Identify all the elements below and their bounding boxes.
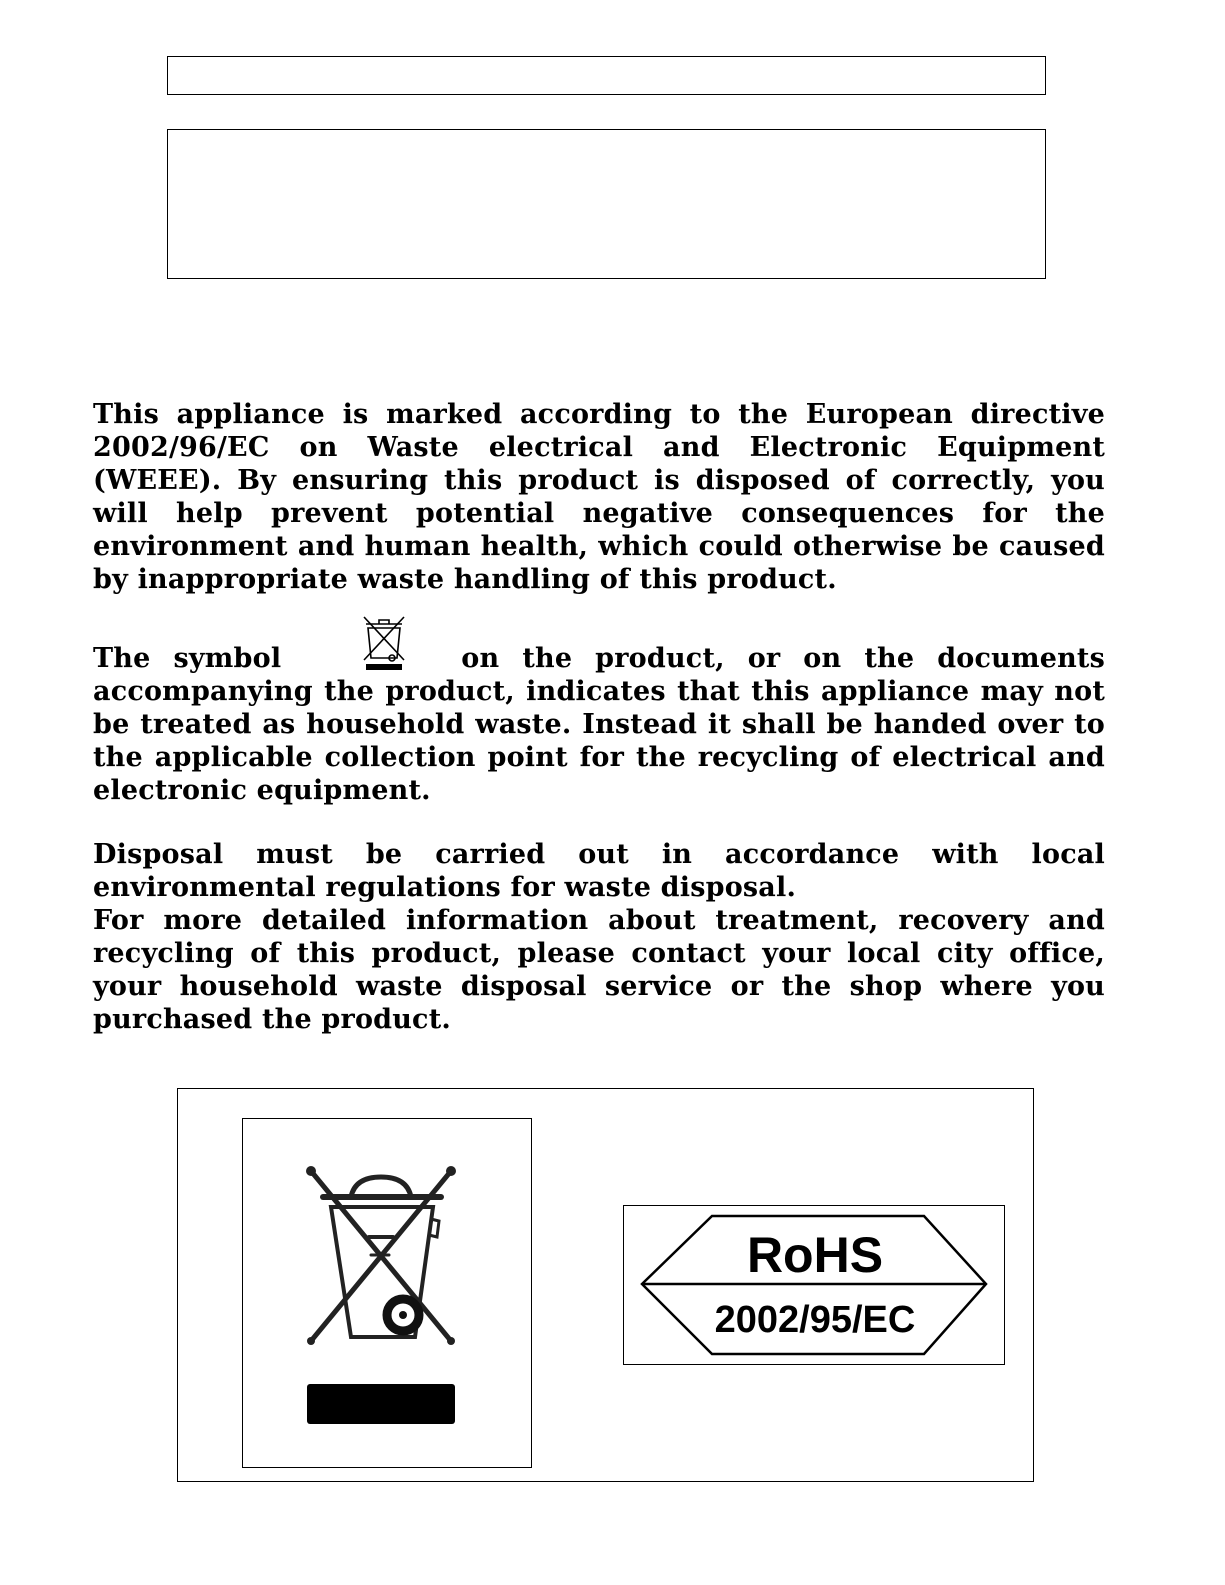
- rohs-logo-frame: [623, 1205, 1005, 1365]
- rohs-title: RoHS: [746, 1227, 884, 1283]
- disposal-paragraph: Disposal must be carried out in accordance with local environmental regulations for waste disposal.: [93, 839, 1105, 903]
- rohs-directive: 2002/95/EC: [714, 1299, 916, 1341]
- symbol-text-before: The symbol: [93, 643, 282, 674]
- weee-paragraph: This appliance is marked according to the European directive 2002/96/EC on Waste electrical and Electronic Equipment (WEEE). By ensuring this product is disposed of correctly, you will help prevent potential negative consequences for the environment and human health, which could otherwise be caused by inappropriate waste handling of this product.: [93, 399, 1105, 595]
- information-paragraph: For more detailed information about treatment, recovery and recycling of this product, please contact your local city office, your household waste disposal service or the shop where you purchased the product.: [93, 905, 1105, 1035]
- empty-info-box: [167, 129, 1046, 279]
- crossed-out-bin-inline-icon: [281, 642, 461, 675]
- symbol-paragraph: [93, 642, 1105, 807]
- crossed-out-bin-icon: [243, 1119, 531, 1467]
- weee-logo-frame: [242, 1118, 532, 1468]
- logo-box: [177, 1088, 1034, 1482]
- rohs-hexagon-icon: [624, 1206, 1004, 1364]
- empty-header-box: [167, 56, 1046, 95]
- symbol-text-after: on the product, or on the documents accompanying the product, indicates that this appliance may not be treated as household waste. Instead it shall be handed over to the applicable collection point for the recycling of electrical and electronic equipment.: [93, 643, 1106, 806]
